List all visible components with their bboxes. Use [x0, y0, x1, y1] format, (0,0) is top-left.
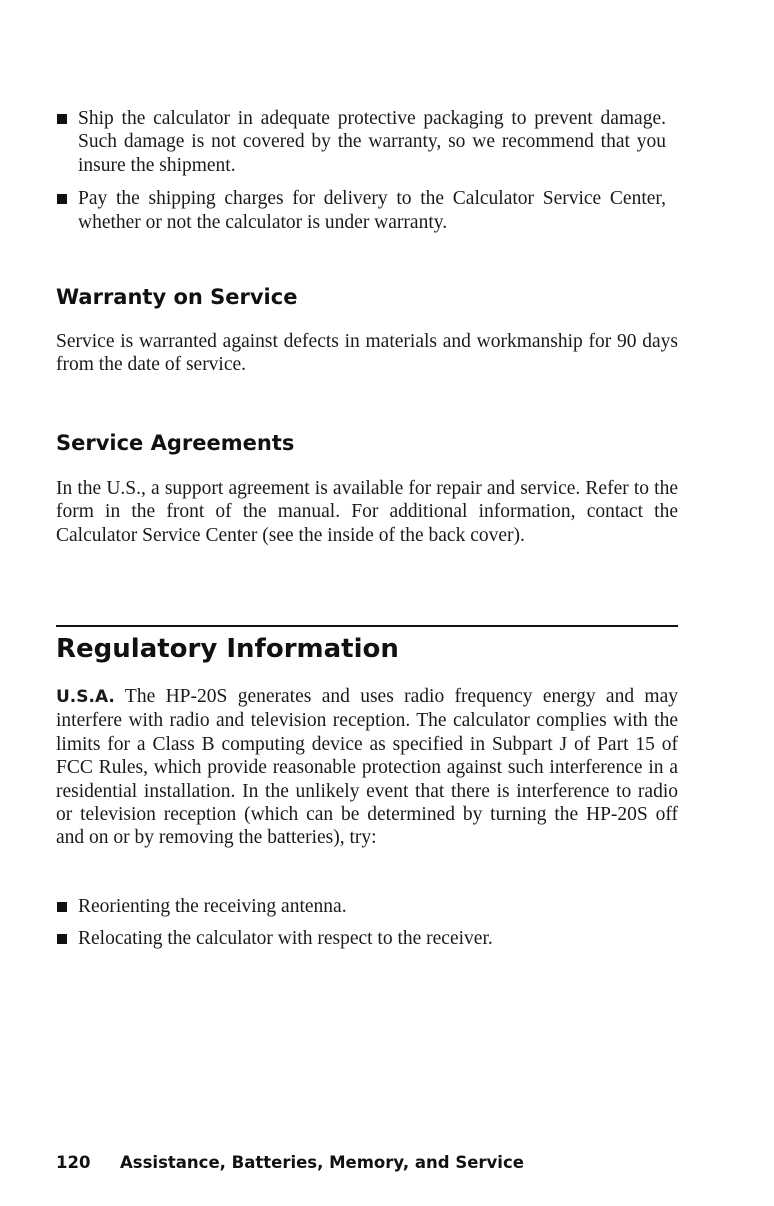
bullet-text: Ship the calculator in adequate protective packaging to prevent damage. Such damage is not covered by the warranty, so we recommend that you insure the shipment. — [78, 108, 666, 176]
service-agreements-body: In the U.S., a support agreement is available for repair and service. Refer to the form in the front of the manual. For additional information, contact the Calculator Service Center (see the inside of the back cover). — [56, 478, 678, 546]
regulatory-text: The HP-20S generates and uses radio frequency energy and may interfere with radio and television reception. The calculator complies with the limits for a Class B computing device as specified in Subpart J of Part 15 of FCC Rules, which provide reasonable protection against such interference in a residential installation. In the unlikely event that there is interference to radio or television reception (which can be determined by turning the HP-20S off and on or by removing the batteries), try: — [56, 686, 679, 849]
list-item — [56, 187, 666, 234]
warranty-body: Service is warranted against defects in materials and workmanship for 90 days from the date of service. — [56, 331, 678, 376]
bullet-square-icon — [57, 934, 67, 944]
list-item — [56, 107, 666, 177]
page-footer — [56, 1152, 524, 1174]
bullet-text: Reorienting the receiving antenna. — [78, 896, 347, 917]
interference-remedy-list — [56, 895, 678, 951]
regulatory-heading: Regulatory Information — [56, 634, 399, 664]
bullet-square-icon — [57, 114, 67, 124]
region-label: U.S.A. — [56, 687, 115, 707]
section-divider — [56, 625, 678, 627]
page-number: 120 — [56, 1153, 91, 1172]
bullet-text: Pay the shipping charges for delivery to the Calculator Service Center, whether or not the calculator is under warranty. — [78, 188, 666, 233]
running-title: Assistance, Batteries, Memory, and Service — [120, 1153, 524, 1172]
shipping-bullet-list — [56, 107, 666, 234]
list-item — [56, 927, 678, 950]
bullet-text: Relocating the calculator with respect to the receiver. — [78, 928, 493, 950]
warranty-heading: Warranty on Service — [56, 285, 298, 309]
list-item — [56, 895, 678, 918]
manual-page — [56, 0, 678, 1206]
regulatory-body — [56, 685, 678, 850]
bullet-square-icon — [57, 194, 67, 204]
bullet-square-icon — [57, 902, 67, 912]
service-agreements-heading: Service Agreements — [56, 431, 295, 455]
